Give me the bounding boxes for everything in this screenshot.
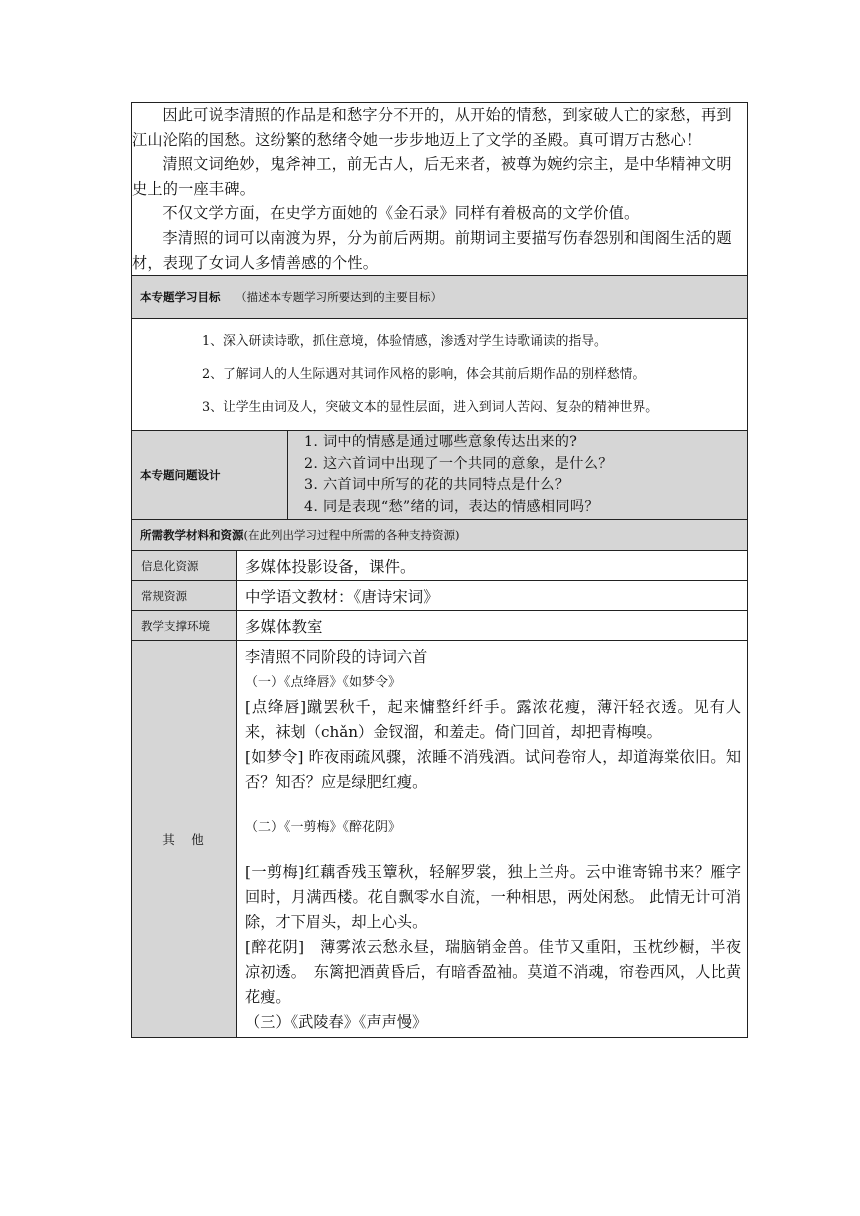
poem-text: [如梦令] 昨夜雨疏风骤，浓睡不消残酒。试问卷帘人，却道海棠依旧。知否？知否？应是绿肥红瘦。: [245, 748, 742, 792]
question-item: 1. 词中的情感是通过哪些意象传达出来的?: [304, 434, 578, 451]
resource-value: 中学语文教材：《唐诗宋词》: [237, 581, 748, 611]
part-heading: （一）《点绛唇》《如梦令》: [245, 675, 402, 691]
part-heading: （二）《一剪梅》《醉花阴》: [245, 820, 402, 836]
poem-text: [点绛唇]蹴罢秋千，起来慵整纤纤手。露浓花瘦，薄汗轻衣透。见有人来，袜刬（chǎn）金钗溜，和羞走。倚门回首，却把青梅嗅。: [245, 698, 742, 742]
questions-row: [132, 431, 748, 520]
other-content: [237, 641, 748, 1038]
other-row: [132, 641, 748, 1038]
intro-paragraph: 不仅文学方面，在史学方面她的《金石录》同样有着极高的文学价值。: [162, 204, 640, 223]
goals-subtitle: （描述本专题学习所要达到的主要目标）: [235, 290, 443, 305]
goal-item: 2、了解词人的人生际遇对其词作风格的影响，体会其前后期作品的别样愁情。: [202, 367, 646, 383]
other-heading: 李清照不同阶段的诗词六首: [245, 648, 428, 667]
intro-paragraph: 清照文词绝妙，鬼斧神工，前无古人，后无来者，被尊为婉约宗主，是中华精神文明史上的一座丰碑。: [132, 155, 732, 198]
resource-label: 信息化资源: [132, 551, 237, 581]
intro-paragraph: 因此可说李清照的作品是和愁字分不开的，从开始的情愁，到家破人亡的家愁，再到江山沦陷的国愁。这纷繁的愁绪令她一步步地迈上了文学的圣殿。真可谓万古愁心！: [132, 106, 732, 149]
materials-header: [132, 520, 748, 551]
goals-header-row: [132, 276, 748, 319]
resource-row: [132, 581, 748, 611]
goals-header: [132, 276, 748, 319]
questions-list: [288, 431, 748, 520]
poem-text: [一剪梅]红藕香残玉簟秋，轻解罗裳，独上兰舟。云中谁寄锦书来？雁字回时，月满西楼。花自飘零水自流，一种相思，两处闲愁。 此情无计可消除，才下眉头，却上心头。: [245, 863, 742, 932]
intro-paragraph: 李清照的词可以南渡为界，分为前后两期。前期词主要描写伤春怨别和闺阁生活的题材，表现了女词人多情善感的个性。: [132, 228, 732, 272]
resource-value: 多媒体教室: [237, 611, 748, 641]
goal-item: 1、深入研读诗歌，抓住意境，体验情感，渗透对学生诗歌诵读的指导。: [202, 334, 607, 350]
resource-row: [132, 551, 748, 581]
question-item: 4. 同是表现“愁”绪的词，表达的情感相同吗？: [304, 498, 599, 515]
goals-list-row: [132, 319, 748, 431]
question-item: 3. 六首词中所写的花的共同特点是什么？: [304, 477, 570, 494]
part-heading: （三）《武陵春》《声声慢》: [245, 1013, 428, 1032]
other-label: 其 他: [132, 641, 237, 1038]
goal-item: 3、让学生由词及人，突破文本的显性层面，进入到词人苦闷、复杂的精神世界。: [202, 400, 659, 416]
question-item: 2. 这六首词中出现了一个共同的意象，是什么？: [304, 455, 613, 472]
goals-list: [132, 319, 748, 431]
resource-row: [132, 611, 748, 641]
intro-cell: [132, 103, 748, 276]
poem-text: [醉花阴] 薄雾浓云愁永昼，瑞脑销金兽。佳节又重阳，玉枕纱橱，半夜凉初透。 东篱把酒黄昏后，有暗香盈袖。莫道不消魂，帘卷西风，人比黄花瘦。: [245, 938, 742, 1007]
intro-row: [132, 103, 748, 276]
materials-title: 所需教学材料和资源: [140, 528, 244, 543]
resource-value: 多媒体投影设备，课件。: [237, 551, 748, 581]
materials-header-row: [132, 520, 748, 551]
resource-label: 教学支撑环境: [132, 611, 237, 641]
goals-title: 本专题学习目标: [140, 290, 221, 305]
resource-label: 常规资源: [132, 581, 237, 611]
questions-title: 本专题问题设计: [132, 431, 288, 520]
lesson-plan-table: [131, 102, 748, 1038]
materials-subtitle: (在此列出学习过程中所需的各种支持资源): [243, 528, 460, 543]
